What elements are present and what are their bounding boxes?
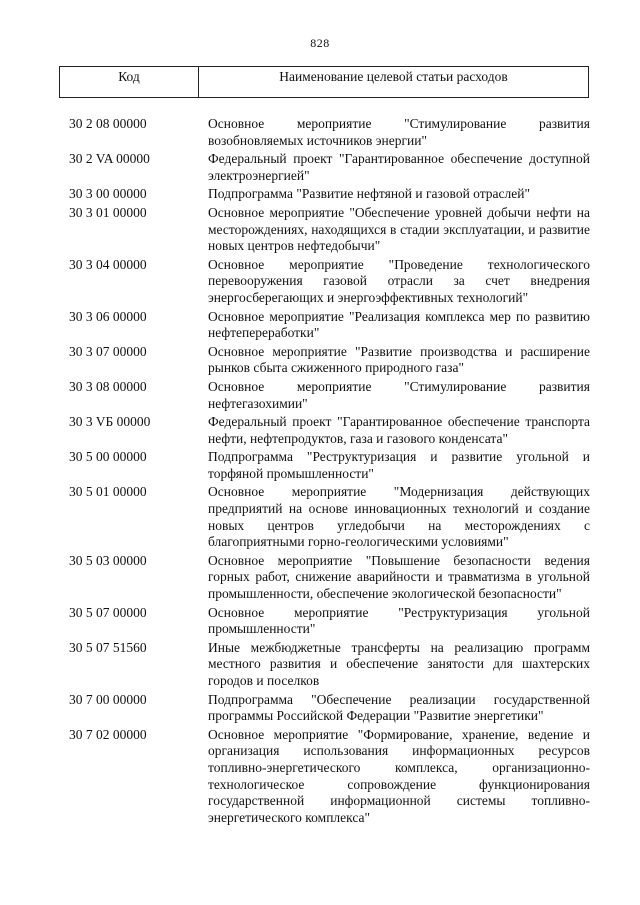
row-code: 30 5 07 00000 [69,604,147,620]
row-code: 30 3 06 00000 [69,308,147,324]
table-row [0,205,640,255]
row-name: Основное мероприятие "Развитие производства и расширение рынков сбыта сжиженного природного газа" [208,343,590,376]
row-code: 30 3 07 00000 [69,343,147,359]
row-code: 30 5 03 00000 [69,552,147,568]
table-row [0,449,640,482]
table-row [0,605,640,638]
row-name: Основное мероприятие "Формирование, хранение, ведение и организация использования информационных ресурсов топливно-энергетического комплекса, организационно-технологическое сопровождение функционирования государственной информационной системы топливно-энергетического комплекса" [208,726,590,825]
row-code: 30 3 VБ 00000 [69,414,151,430]
row-name: Подпрограмма "Обеспечение реализации государственной программы Российской Федерации "Развитие энергетики" [208,691,590,724]
row-code: 30 2 VA 00000 [69,151,150,167]
row-code: 30 3 04 00000 [69,256,147,272]
table-row [0,309,640,342]
table-row [0,692,640,725]
row-code: 30 5 07 51560 [69,639,147,655]
row-code: 30 3 08 00000 [69,378,147,394]
row-code: 30 7 02 00000 [69,726,147,742]
row-name: Основное мероприятие "Повышение безопасности ведения горных работ, снижение аварийности и травматизма в угольной промышленности, обеспечение экологической безопасности" [208,552,590,602]
row-code: 30 7 00 00000 [69,691,147,707]
row-name: Федеральный проект "Гарантированное обеспечение транспорта нефти, нефтепродуктов, газа и газового конденсата" [208,414,590,446]
row-name: Основное мероприятие "Реализация комплекса мер по развитию нефтепереработки" [208,308,590,341]
row-name: Основное мероприятие "Модернизация действующих предприятий на основе инновационных технологий и создание новых центров угледобычи на месторождениях с благоприятными горно-геологическими условиями" [208,484,590,550]
row-name: Федеральный проект "Гарантированное обеспечение доступной электроэнергией" [208,151,590,183]
table-row [0,640,640,690]
page-number: 828 [310,36,330,50]
row-code: 30 3 01 00000 [69,204,147,220]
row-code: 30 5 00 00000 [69,449,147,465]
row-code: 30 2 08 00000 [69,116,147,131]
table-row [0,379,640,412]
row-name: Основное мероприятие "Стимулирование развития нефтегазохимии" [208,378,590,411]
table-row [0,257,640,307]
table-row [0,484,640,550]
row-code: 30 3 00 00000 [69,186,147,202]
row-name: Основное мероприятие "Проведение технологического перевооружения газовой отрасли за счет внедрения энергосберегающих и энергоэффективных технологий" [208,256,590,305]
row-code: 30 5 01 00000 [69,484,147,500]
row-name: Основное мероприятие "Реструктуризация угольной промышленности" [208,604,590,637]
table-row [0,553,640,603]
table-row [0,414,640,447]
table-row [0,727,640,827]
row-name: Основное мероприятие "Стимулирование развития возобновляемых источников энергии" [208,116,590,148]
table-row [0,186,640,203]
table-body [0,116,640,828]
table-header [59,66,589,98]
row-name: Иные межбюджетные трансферты на реализацию программ местного развития и обеспечение занятости для шахтерских городов и поселков [208,639,590,688]
row-name: Подпрограмма "Реструктуризация и развитие угольной и торфяной промышленности" [208,449,590,481]
table-row [0,116,640,149]
table-row [0,151,640,184]
row-name: Подпрограмма "Развитие нефтяной и газовой отраслей" [208,186,531,202]
table-row [0,344,640,377]
row-name: Основное мероприятие "Обеспечение уровней добычи нефти на месторождениях, находящихся в стадии эксплуатации, и развитие новых центров нефтедобычи" [208,204,590,254]
code-column-header: Код [60,67,199,97]
name-column-header: Наименование целевой статьи расходов [279,69,508,84]
